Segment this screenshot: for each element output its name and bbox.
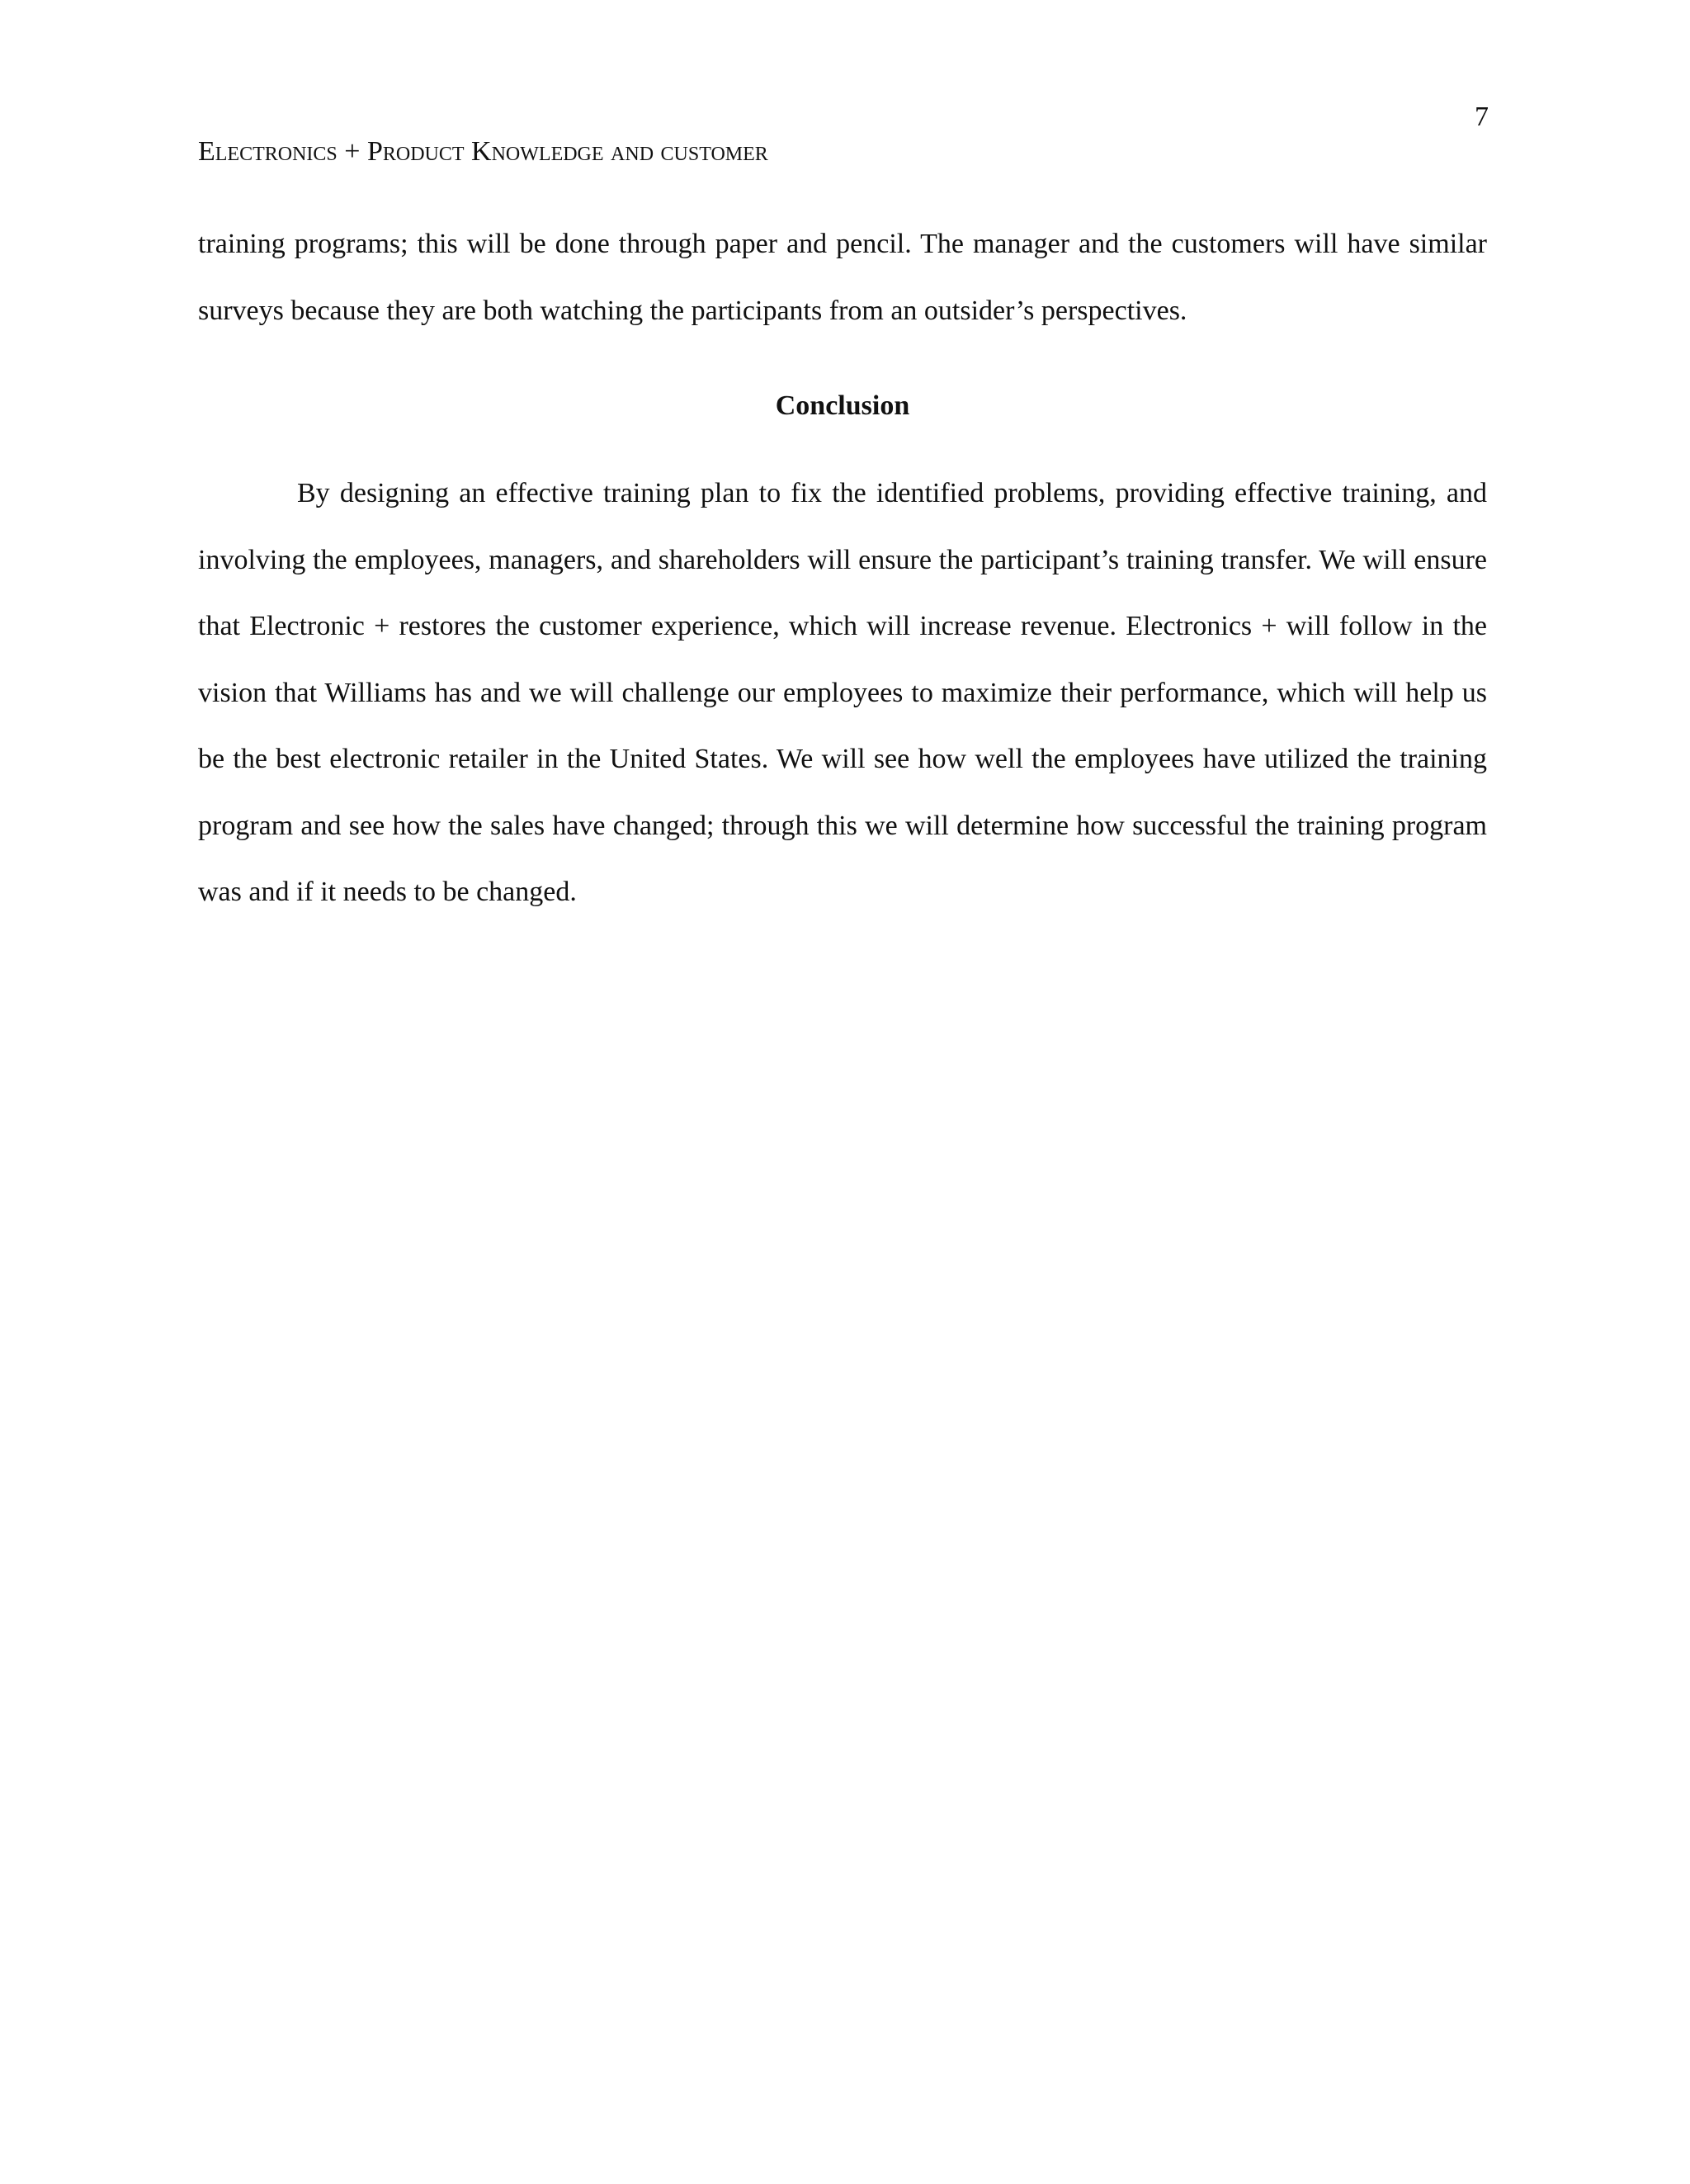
running-head: Electronics + Product Knowledge and customer xyxy=(198,136,768,167)
page-number: 7 xyxy=(1475,102,1489,132)
continued-paragraph: training programs; this will be done through paper and pencil. The manager and the customers will have similar surveys because they are both watching the participants from an outsider’s perspectives. xyxy=(198,229,1487,326)
conclusion-paragraph: By designing an effective training plan to fix the identified problems, providing effective training, and involving the employees, managers, and shareholders will ensure the participant’s training transfer. We will ensure that Electronic + restores the customer experience, which will increase revenue. Electronics + will follow in the vision that Williams has and we will challenge our employees to maximize their performance, which will help us be the best electronic retailer in the United States. We will see how well the employees have utilized the training program and see how the sales have changed; through this we will determine how successful the training program was and if it needs to be changed. xyxy=(198,478,1487,907)
section-heading: Conclusion xyxy=(775,390,910,421)
